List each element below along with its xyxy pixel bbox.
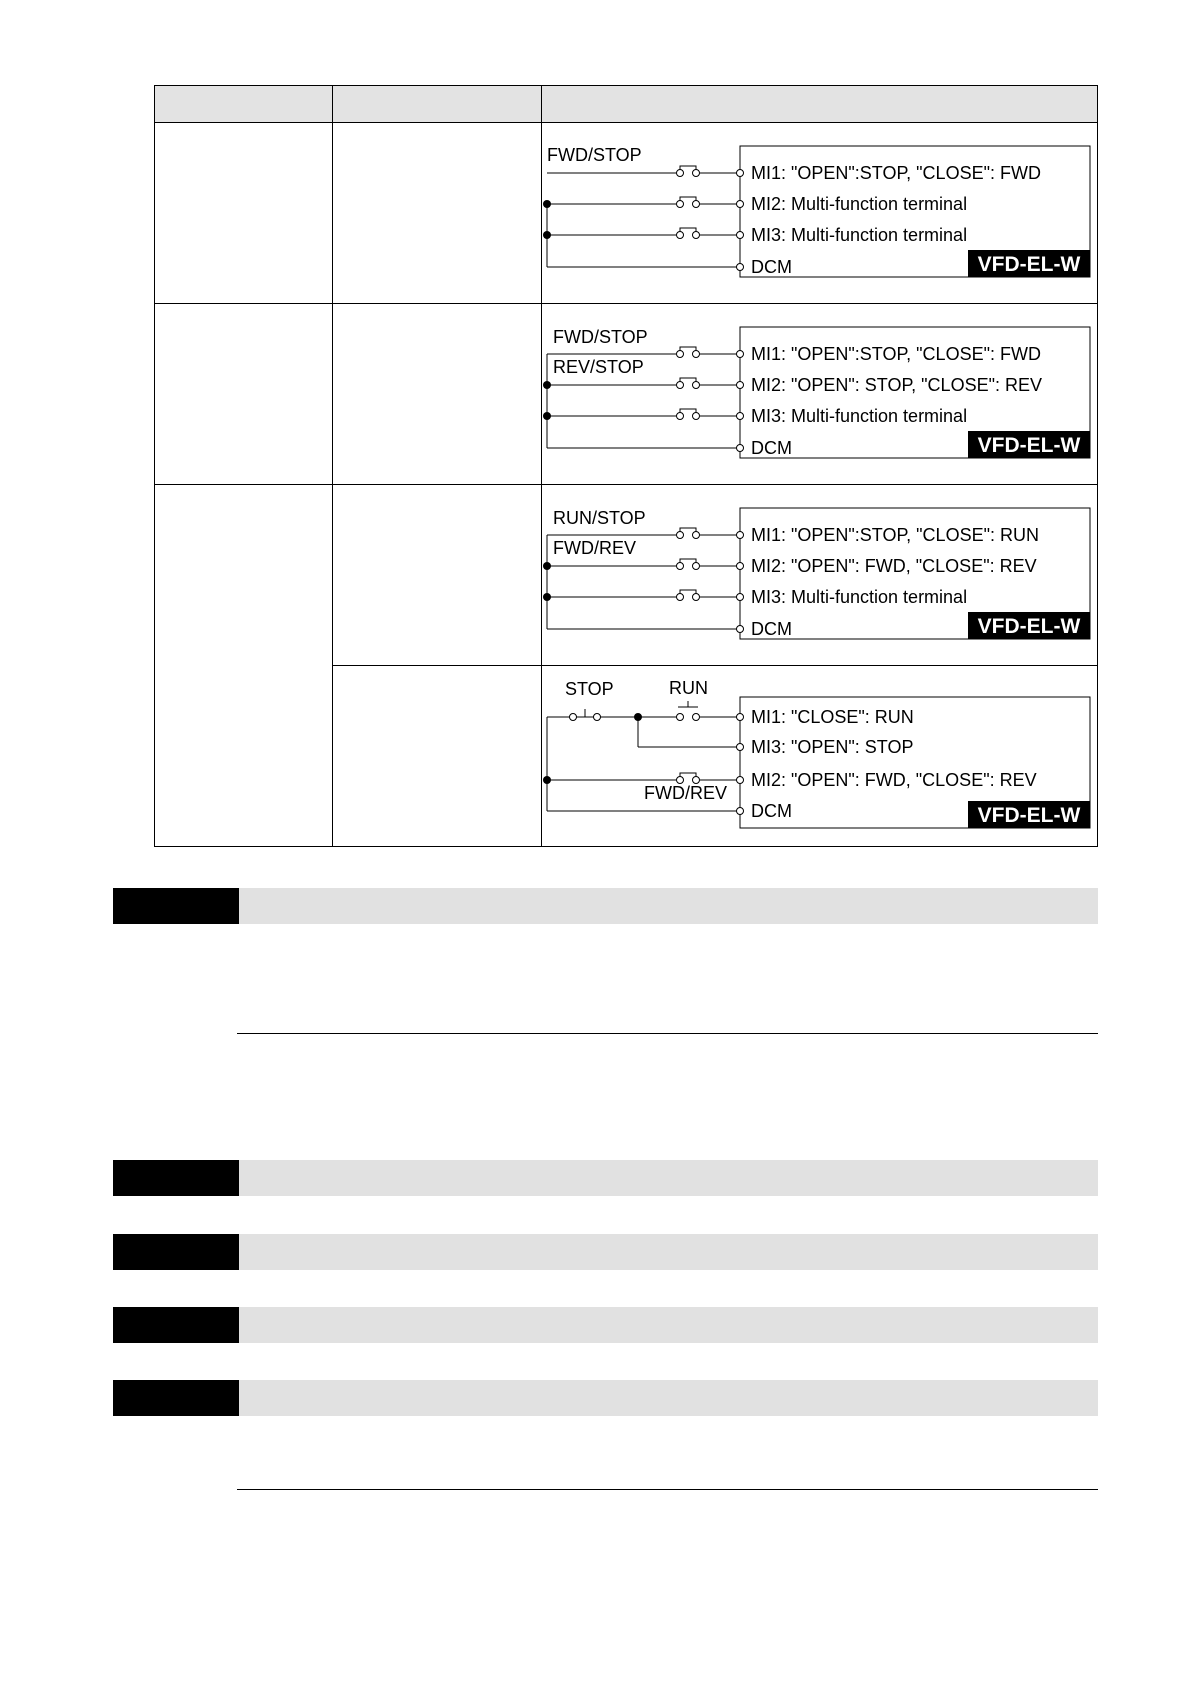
terminal-label: MI3: "OPEN": STOP	[751, 737, 914, 757]
parameter-header	[113, 1380, 1098, 1416]
table-row	[155, 485, 1098, 666]
model-badge: VFD-EL-W	[977, 804, 1081, 827]
parameter-header	[113, 888, 1098, 924]
terminal-label: MI2: Multi-function terminal	[751, 194, 968, 214]
switch-label: REV/STOP	[553, 357, 644, 377]
switch-label: RUN/STOP	[553, 508, 646, 528]
function-cell	[333, 485, 542, 666]
parameter-title	[239, 1160, 1098, 1196]
parameter-code	[113, 1307, 239, 1343]
terminal-label: DCM	[751, 438, 792, 458]
switch-label: FWD/STOP	[547, 145, 642, 165]
divider	[237, 1033, 1098, 1034]
parameter-code	[113, 888, 239, 924]
terminal-label: MI2: "OPEN": FWD, "CLOSE": REV	[751, 770, 1037, 790]
setting-cell	[155, 485, 333, 847]
header-function	[333, 86, 542, 123]
terminal-label: DCM	[751, 257, 792, 277]
header-setting	[155, 86, 333, 123]
setting-cell	[155, 123, 333, 304]
terminal-label: DCM	[751, 801, 792, 821]
switch-label: RUN	[669, 678, 708, 698]
wiring-table	[154, 85, 1098, 847]
model-badge: VFD-EL-W	[977, 253, 1081, 276]
parameter-code	[113, 1234, 239, 1270]
model-badge: VFD-EL-W	[977, 434, 1081, 457]
parameter-code	[113, 1380, 239, 1416]
switch-label: FWD/REV	[644, 783, 727, 803]
terminal-label: MI3: Multi-function terminal	[751, 225, 968, 245]
wiring-diagram-fwd-rev-stop	[542, 304, 1093, 484]
switch-label: FWD/REV	[553, 538, 636, 558]
function-cell	[333, 123, 542, 304]
table-row	[155, 123, 1098, 304]
terminal-label: MI1: "OPEN":STOP, "CLOSE": RUN	[751, 525, 1039, 545]
parameter-code	[113, 1160, 239, 1196]
divider	[237, 1489, 1098, 1490]
parameter-title	[239, 1307, 1098, 1343]
terminal-label: MI1: "OPEN":STOP, "CLOSE": FWD	[751, 344, 1041, 364]
wiring-diagram-run-stop-fwd-rev	[542, 485, 1093, 665]
parameter-header	[113, 1160, 1098, 1196]
parameter-title	[239, 1234, 1098, 1270]
wiring-diagram-fwd-stop	[542, 123, 1093, 303]
terminal-label: MI1: "OPEN":STOP, "CLOSE": FWD	[751, 163, 1041, 183]
terminal-label: MI2: "OPEN": FWD, "CLOSE": REV	[751, 556, 1037, 576]
diagram-cell	[542, 666, 1098, 847]
header-wiring	[542, 86, 1098, 123]
switch-label: STOP	[565, 679, 614, 699]
function-cell	[333, 304, 542, 485]
terminal-label: MI3: Multi-function terminal	[751, 406, 968, 426]
parameter-header	[113, 1234, 1098, 1270]
switch-label: FWD/STOP	[553, 327, 648, 347]
wiring-diagram-3-wire	[542, 666, 1093, 846]
model-badge: VFD-EL-W	[977, 615, 1081, 638]
function-cell	[333, 666, 542, 847]
table-header-row	[155, 86, 1098, 123]
terminal-label: MI2: "OPEN": STOP, "CLOSE": REV	[751, 375, 1042, 395]
diagram-cell	[542, 304, 1098, 485]
parameter-title	[239, 888, 1098, 924]
table-row	[155, 304, 1098, 485]
terminal-label: MI1: "CLOSE": RUN	[751, 707, 914, 727]
diagram-cell	[542, 485, 1098, 666]
setting-cell	[155, 304, 333, 485]
diagram-cell	[542, 123, 1098, 304]
parameter-title	[239, 1380, 1098, 1416]
terminal-label: DCM	[751, 619, 792, 639]
parameter-header	[113, 1307, 1098, 1343]
terminal-label: MI3: Multi-function terminal	[751, 587, 968, 607]
